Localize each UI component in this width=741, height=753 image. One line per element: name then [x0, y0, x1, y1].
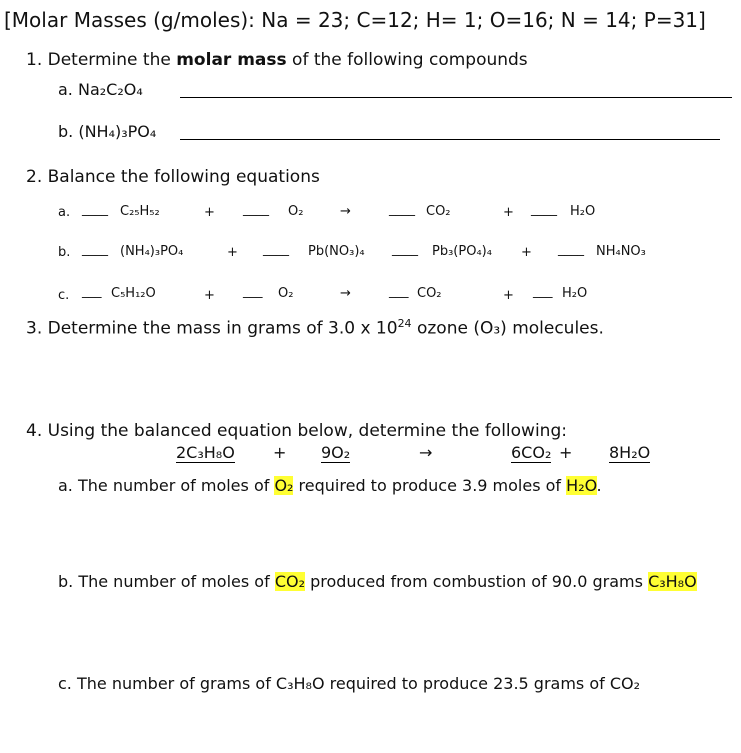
answer-line-1a: [180, 97, 732, 98]
q2b-blank-2: ____: [263, 242, 289, 257]
q4-eq-term-3: 6CO₂: [511, 443, 552, 462]
highlight-o2: O₂: [274, 476, 294, 495]
question-2-title: 2. Balance the following equations: [26, 167, 320, 187]
q4-eq-plus-2: +: [559, 443, 573, 462]
answer-line-1b: [180, 139, 720, 140]
q2a-formula-1: C₂₅H₅₂: [120, 204, 160, 219]
q2c-blank-1: ___: [82, 284, 102, 299]
molar-masses-header: [Molar Masses (g/moles): Na = 23; C=12; H= 1; O=16; N = 14; P=31]: [4, 8, 706, 32]
q1-part-b: b. (NH₄)₃PO₄: [58, 122, 157, 141]
q2c-formula-1: C₅H₁₂O: [111, 286, 156, 301]
q3-prefix: 3. Determine the mass in grams of 3.0 x 10: [26, 318, 398, 339]
q2a-formula-4: H₂O: [570, 204, 596, 219]
q2c-formula-2: O₂: [278, 286, 294, 301]
question-3: [26, 317, 604, 339]
q2c-blank-2: ___: [243, 284, 263, 299]
highlight-h2o: H₂O: [566, 476, 597, 495]
q2a-formula-3: CO₂: [426, 204, 451, 219]
q2c-blank-4: ___: [533, 284, 553, 299]
q2c-plus-2: +: [503, 288, 514, 303]
q2a-blank-3: ____: [389, 202, 415, 217]
q2a-blank-1: ____: [82, 202, 108, 217]
q2b-formula-3: Pb₃(PO₄)₄: [432, 244, 492, 259]
q2c-formula-3: CO₂: [417, 286, 442, 301]
q2a-plus-2: +: [503, 205, 514, 220]
q4-part-b: b. The number of moles of CO₂ produced from combustion of 90.0 grams C₃H₈O: [58, 572, 697, 591]
q4-part-c: c. The number of grams of C₃H₈O required to produce 23.5 grams of CO₂: [58, 674, 641, 693]
q2b-formula-4: NH₄NO₃: [596, 244, 646, 259]
q2a-arrow: →: [340, 204, 351, 219]
q4-eq-term-4: 8H₂O: [609, 443, 651, 462]
q2a-formula-2: O₂: [288, 204, 304, 219]
q2a-blank-2: ____: [243, 202, 269, 217]
q2a-label: a.: [58, 205, 71, 220]
q4-eq-term-2: 9O₂: [321, 443, 351, 462]
q3-suffix: ozone (O₃) molecules.: [411, 318, 604, 339]
q4-eq-arrow: →: [419, 443, 433, 462]
q2c-arrow: →: [340, 286, 351, 301]
q4-eq-plus-1: +: [273, 443, 287, 462]
q2a-plus-1: +: [204, 205, 215, 220]
q4-eq-term-1: 2C₃H₈O: [176, 443, 235, 462]
q1-bold: molar mass: [176, 50, 287, 70]
q2c-plus-1: +: [204, 288, 215, 303]
q2b-label: b.: [58, 245, 71, 260]
q2b-blank-3: ____: [392, 242, 418, 257]
q2a-blank-4: ____: [531, 202, 557, 217]
q1-suffix: of the following compounds: [286, 50, 528, 70]
q2b-formula-2: Pb(NO₃)₄: [308, 244, 365, 259]
q1-part-a: a. Na₂C₂O₄: [58, 80, 143, 99]
question-1: [26, 50, 528, 70]
q2b-blank-1: ____: [82, 242, 108, 257]
q2b-formula-1: (NH₄)₃PO₄: [120, 244, 184, 259]
q2b-plus-1: +: [227, 245, 238, 260]
highlight-co2: CO₂: [274, 572, 305, 591]
q1-prefix: 1. Determine the: [26, 50, 177, 70]
q2c-label: c.: [58, 288, 70, 303]
q2b-plus-2: +: [521, 245, 532, 260]
question-4-title: 4. Using the balanced equation below, determine the following:: [26, 421, 567, 441]
highlight-c3h8o: C₃H₈O: [648, 572, 697, 591]
q3-exponent: 24: [397, 317, 412, 330]
q2c-blank-3: ___: [389, 284, 409, 299]
q4-part-a: a. The number of moles of O₂ required to produce 3.9 moles of H₂O.: [58, 476, 602, 495]
q2c-formula-4: H₂O: [562, 286, 588, 301]
q2b-blank-4: ____: [558, 242, 584, 257]
